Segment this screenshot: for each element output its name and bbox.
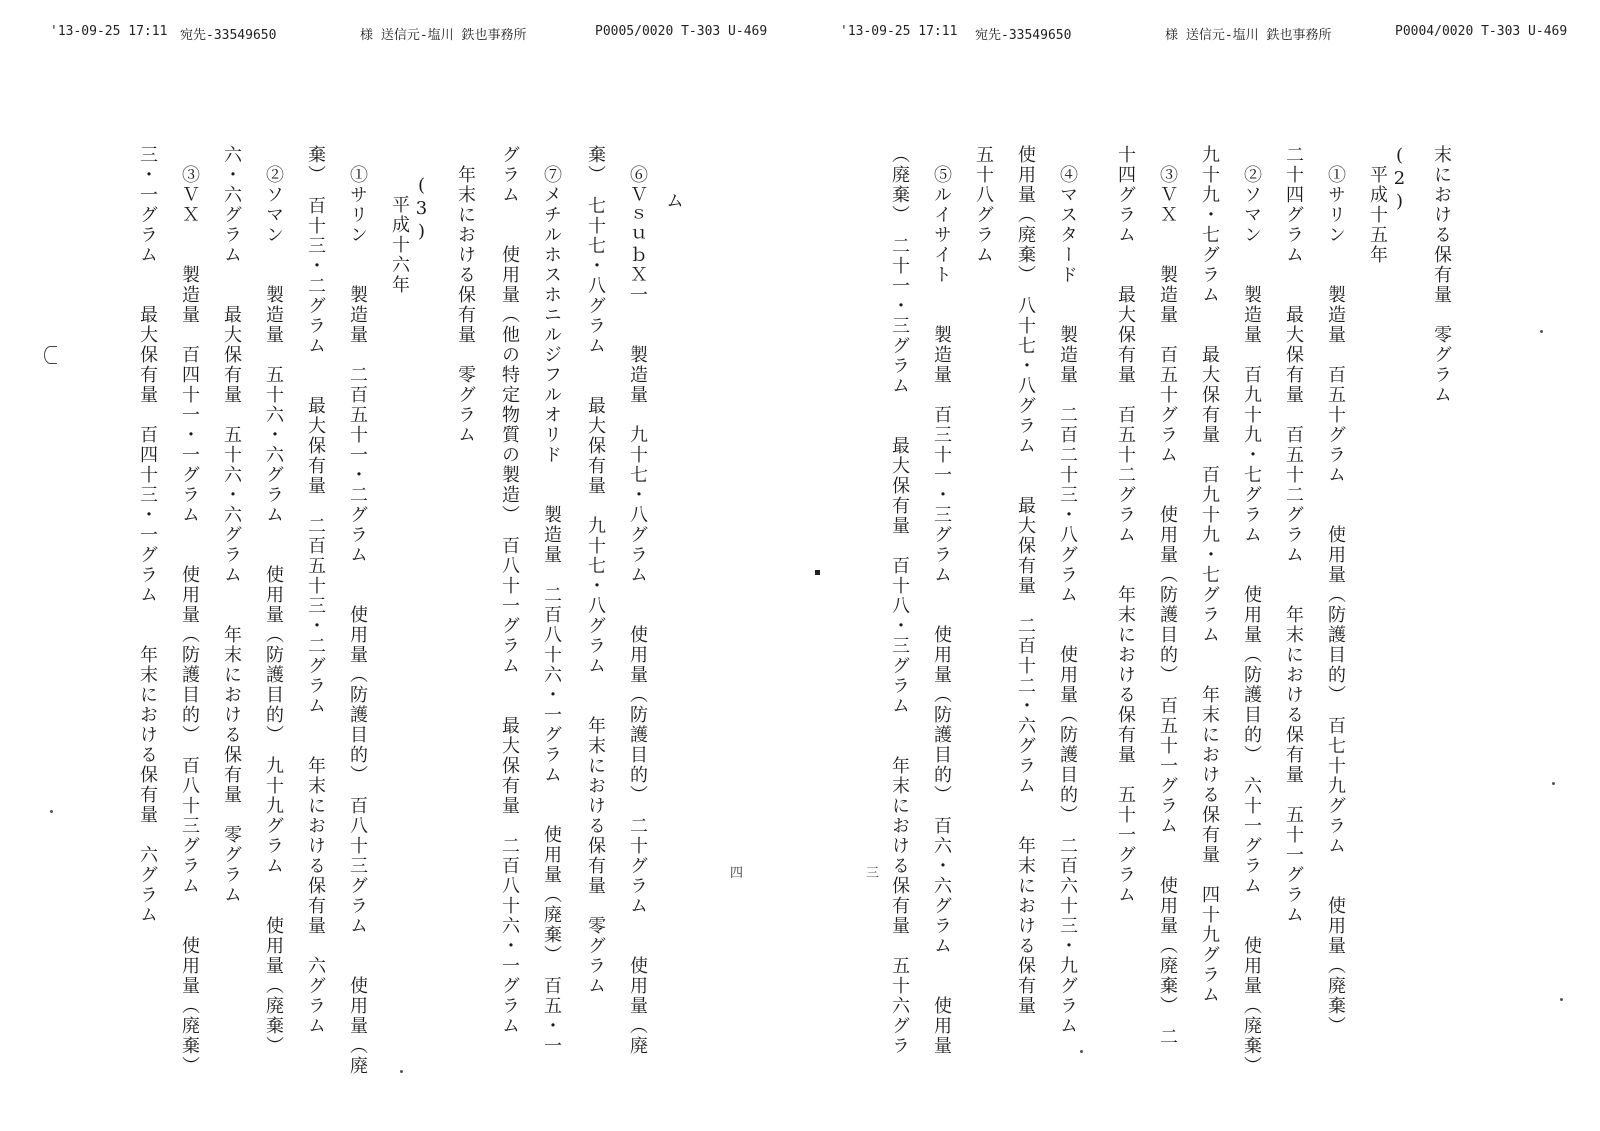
text-column: 十四グラム 最大保有量 百五十二グラム 年末における保有量 五十一グラム [1115,145,1136,905]
fax-header-right [800,24,1600,48]
document-page-left [120,145,684,1085]
fax-sender: 様 送信元-塩川 鉄也事務所 [360,28,527,43]
fax-datetime: '13-09-25 17:11 [50,24,168,39]
fax-page-info: P0004/0020 T-303 U-469 [1395,24,1568,39]
text-column: ⑤ルイサイト 製造量 百三十一・三グラム 使用量（防護目的） 百六・六グラム 使用量 [931,145,952,1056]
text-column: 二十四グラム 最大保有量 百五十二グラム 年末における保有量 五十一グラム [1283,145,1304,925]
scan-speck [1080,1050,1083,1053]
text-column: ①サリン 製造量 百五十グラム 使用量（防護目的） 百七十九グラム 使用量（廃棄） [1325,145,1346,1036]
scan-speck [400,1070,403,1073]
scan-artifact-dot [815,570,820,575]
text-column: 九十九・七グラム 最大保有量 百九十九・七グラム 年末における保有量 四十九グラム [1199,145,1220,1005]
text-column: ①サリン 製造量 二百五十一・二グラム 使用量（防護目的） 百八十三グラム 使用量（廃 [347,145,368,1076]
fax-sender: 様 送信元-塩川 鉄也事務所 [1165,28,1332,43]
scan-speck [1540,330,1543,333]
page-number-left: 四 [730,866,744,881]
section-label: (2) [1389,145,1410,214]
text-column: ③ＶＸ 製造量 百五十グラム 使用量（防護目的） 百五十一グラム 使用量（廃棄） 二 [1157,145,1178,1047]
text-column: （廃棄） 二十一・三グラム 最大保有量 百十八・三グラム 年末における保有量 五十六グラ [889,145,910,1056]
fax-recipient: 宛先-33549650 [975,28,1072,43]
text-column: 使用量（廃棄） 八十七・八グラム 最大保有量 二百十二・六グラム 年末における保有量 [1015,145,1036,1016]
fax-page-info: P0005/0020 T-303 U-469 [595,24,768,39]
text-column: 三・一グラム 最大保有量 百四十三・一グラム 年末における保有量 六グラム [137,145,158,925]
text-column: 年末における保有量 零グラム [455,145,476,445]
text-column: グラム 使用量（他の特定物質の製造） 百八十一グラム 最大保有量 二百八十六・一グラム [499,145,520,1036]
text-column: ②ソマン 製造量 百九十九・七グラム 使用量（防護目的） 六十一グラム 使用量（廃棄） [1241,145,1262,1076]
text-column: 棄） 百十三・二グラム 最大保有量 二百五十三・二グラム 年末における保有量 六グラム [305,145,326,1036]
section-label: (3) [411,175,432,244]
text-column: ム [663,191,684,211]
page-number-right: 三 [866,866,880,881]
fax-recipient: 宛先-33549650 [180,28,277,43]
text-column: 棄） 七十七・八グラム 最大保有量 九十七・八グラム 年末における保有量 零グラム [585,145,606,996]
year-heading: 平成十六年 [389,175,410,295]
text-column: ④マスタード 製造量 二百二十三・八グラム 使用量（防護目的） 二百六十三・九グラム [1057,145,1078,1036]
text-column: 五十八グラム [973,145,994,265]
scan-speck [1552,782,1555,785]
scan-speck [50,810,53,813]
fax-datetime: '13-09-25 17:11 [840,24,958,39]
text-column: 六・六グラム 最大保有量 五十六・六グラム 年末における保有量 零グラム [221,145,242,905]
document-page-right [880,145,1480,1085]
scan-artifact-circle [44,346,57,364]
text-column: ⑦メチルホスホニルジフルオリド 製造量 二百八十六・一グラム 使用量（廃棄） 百五・一 [541,145,562,1056]
fax-header-left [0,24,800,48]
year-heading: 平成十五年 [1367,145,1388,265]
text-column: ③ＶＸ 製造量 百四十一・一グラム 使用量（防護目的） 百八十三グラム 使用量（廃棄） [179,145,200,1076]
scan-speck [1560,998,1563,1001]
text-column: 末における保有量 零グラム [1431,145,1452,405]
text-column: ②ソマン 製造量 五十六・六グラム 使用量（防護目的） 九十九グラム 使用量（廃棄） [263,145,284,1056]
text-column: ⑥ＶｓｕｂＸ一 製造量 九十七・八グラム 使用量（防護目的） 二十グラム 使用量（廃 [627,145,648,1056]
